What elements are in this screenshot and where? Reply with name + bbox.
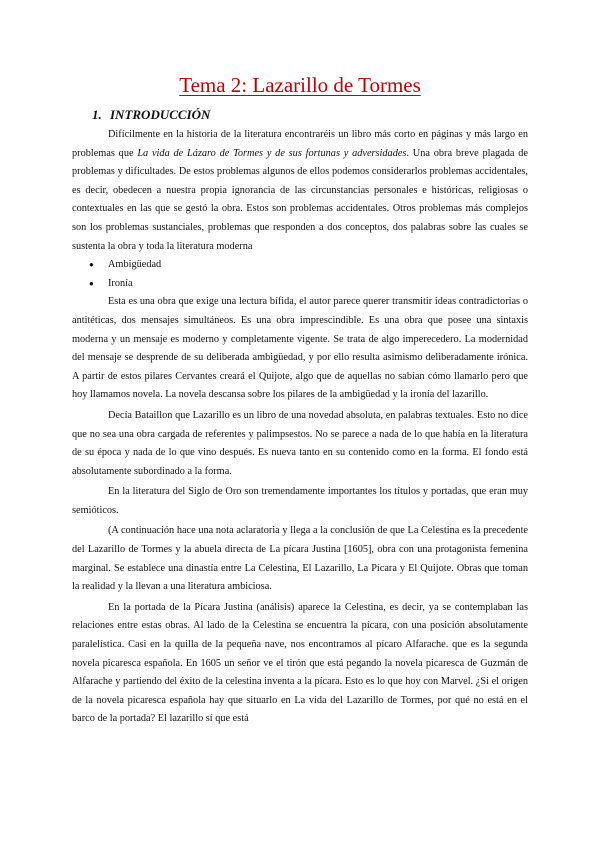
- bullet-list: [72, 256, 528, 293]
- paragraph-6: En la portada de la Pícara Justina (análisis) aparece la Celestina, es decir, ya se contemplaban las relaciones entre estas obras. Al lado de la Celestina se encuentra la pícara, con una posición absolutamente paralelística. Casi en la quilla de la pequeña nave, nos encontramos al pícaro Alfarache. que es la segunda novela picaresca española. En 1605 un señor ve el tirón que está pegando la novela picaresca de Guzmán de Alfarache y partiendo del éxito de la celestina inventa a la pícara. Esto es lo que hoy con Marvel. ¿Si el origen de la novela picaresca española hay que situarlo en La vida del Lazarillo de Tormes, por qué no está en el barco de la portada? El lazarillo sí que está: [72, 601, 528, 725]
- paragraph-4: En la literatura del Siglo de Oro son tremendamente importantes los títulos y portadas, que eran muy semióticos.: [72, 486, 528, 516]
- paragraph-1-start: Difícilmente en la historia de la literatura encontraréis un libro más corto en páginas y más largo en problemas que: [72, 129, 528, 159]
- section-number: 1.: [92, 107, 102, 122]
- list-item: [72, 275, 528, 294]
- paragraph-2: Esta es una obra que exige una lectura bífida, el autor parece querer transmitir ideas contradictorias o antitéticas, dos mensajes simultáneos. Es una obra imprescindible. Es una obra que posee una sintaxis moderna y un mensaje es moderno y completamente vigente. Se trata de algo imperecedero. La modernidad del mensaje se desprende de su deliberada ambigüedad, y por ello resulta asimismo deliberadamente irónica. A partir de estos pilares Cervantes creará el Quijote, algo que de aquellas no sabían cómo llamarlo pero que hoy llamamos novela. La novela descansa sobre los pilares de la ambigüedad y la ironía del lazarillo.: [72, 296, 528, 401]
- section-heading: [92, 106, 210, 124]
- section-heading-text: INTRODUCCIÓN: [110, 107, 211, 122]
- list-item-text: Ironía: [108, 277, 133, 289]
- paragraph-5: (A continuación hace una nota aclaratoria y llega a la conclusión de que La Celestina es la precedente del Lazarillo de Tormes y la abuela directa de La pícara Justina [1605], obra con una protagonista femenina marginal. Se establece una dinastía entre La Celestina, El Lazarillo, La Pícara y El Quijote. Obras que toman la realidad y la llevan a una literatura ambiciosa.: [72, 525, 528, 593]
- bullet-icon: ●: [89, 278, 94, 288]
- paragraph-1-end: . Una obra breve plagada de problemas y dificultades. De estos problemas algunos de ellos podemos considerarlos problemas accidentales, es decir, obedecen a nuestra propia ignorancia de las circunstancias personales e históricas, religiosas o contextuales en las que se gestó la obra. Estos son problemas accidentales. Otros problemas más complejos son los problemas sustanciales, problemas que responden a dos conceptos, dos palabras sobre las cuales se sustenta la obra y toda la literatura moderna: [72, 147, 528, 252]
- list-item: [72, 256, 528, 275]
- book-title-italic: La vida de Lázaro de Tormes y de sus fortunas y adversidades: [137, 147, 407, 159]
- bullet-icon: ●: [89, 260, 94, 270]
- page-title: Tema 2: Lazarillo de Tormes: [179, 73, 421, 97]
- paragraph-1: [72, 126, 528, 256]
- paragraph-3: Decía Bataillon que Lazarillo es un libro de una novedad absoluta, en palabras textuales. Esto no dice que no sea una obra cargada de referentes y palimpsestos. No se parece a nada de lo que había en la literatura de su época y nada de lo que vino después. Es nueva tanto en su contenido como en la forma. El fondo está absolutamente subordinado a la forma.: [72, 409, 528, 477]
- list-item-text: Ambigüedad: [108, 259, 162, 271]
- document-body: [72, 126, 528, 729]
